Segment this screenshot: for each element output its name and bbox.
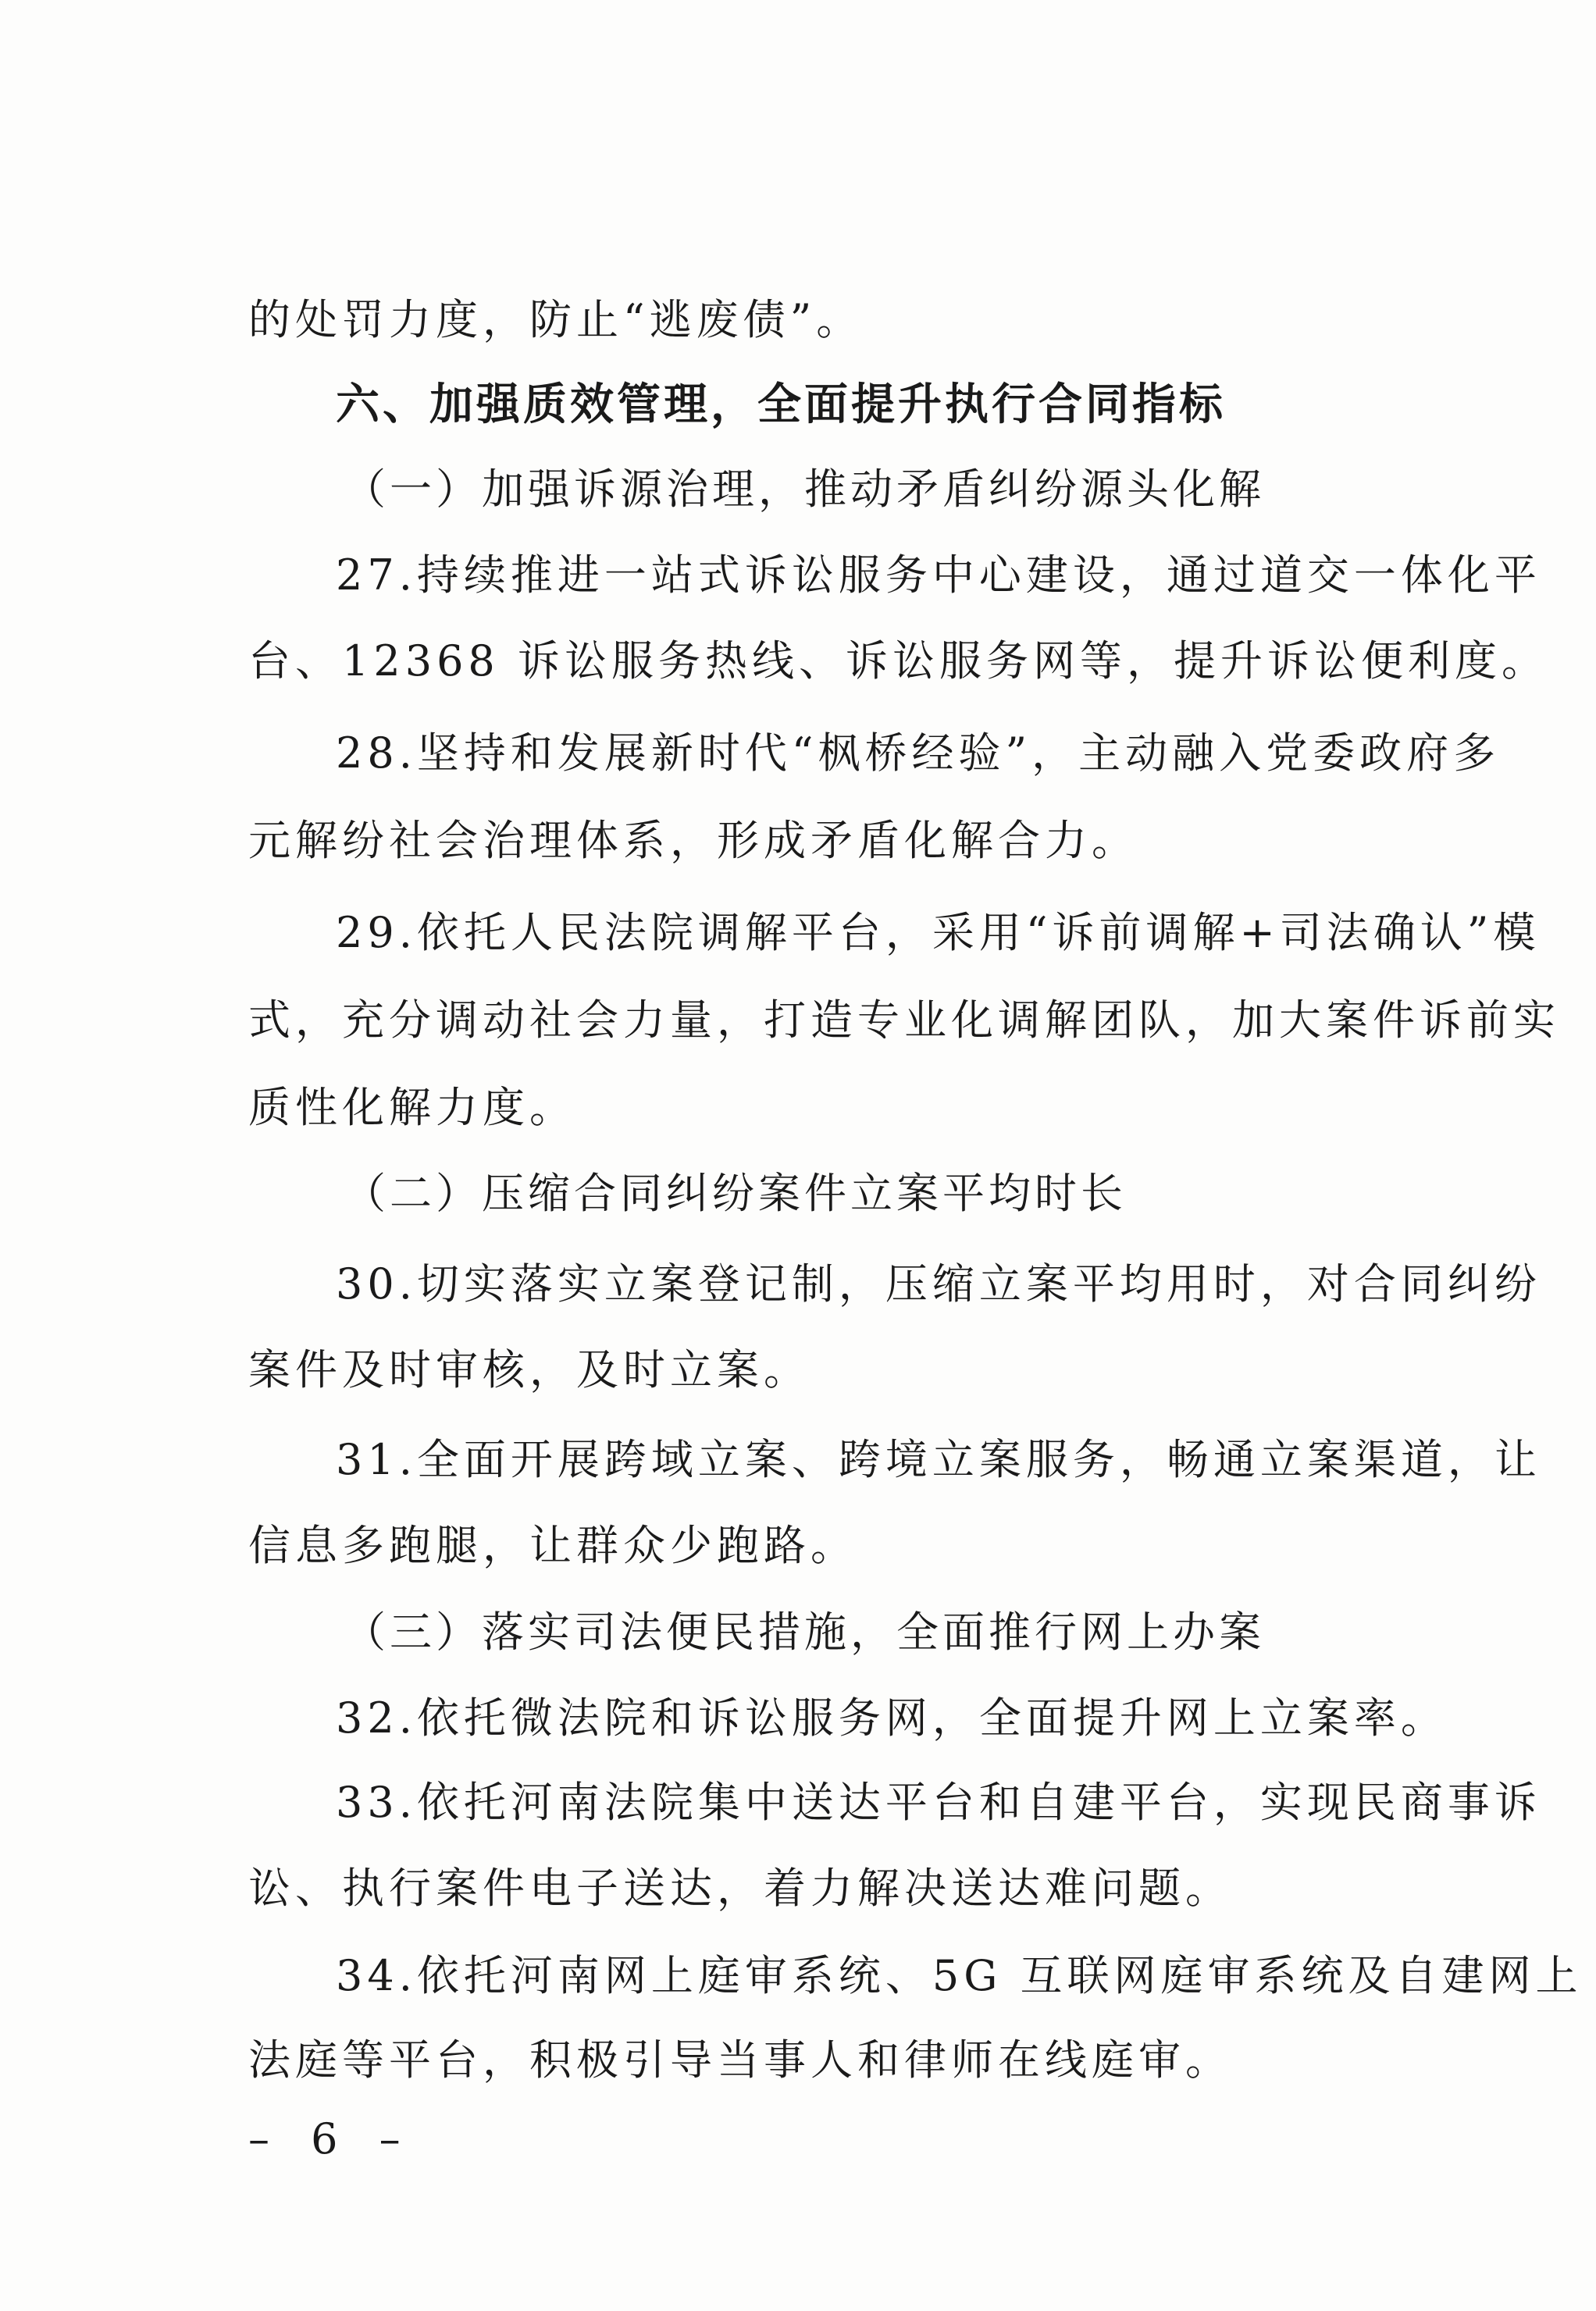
paragraph-line: 29.依托人民法院调解平台，采用“诉前调解+司法确认”模 bbox=[336, 908, 1541, 957]
paragraph-line: 34.依托河南网上庭审系统、5G 互联网庭审系统及自建网上 bbox=[336, 1951, 1583, 2000]
paragraph-line: 信息多跑腿，让群众少跑路。 bbox=[248, 1521, 857, 1570]
paragraph-line: 27.持续推进一站式诉讼服务中心建设，通过道交一体化平 bbox=[336, 550, 1541, 600]
paragraph-line: 的处罚力度，防止“逃废债”。 bbox=[248, 295, 864, 344]
paragraph-line: 讼、执行案件电子送达，着力解决送达难问题。 bbox=[248, 1864, 1232, 1913]
paragraph-line: 30.切实落实立案登记制，压缩立案平均用时，对合同纠纷 bbox=[336, 1259, 1541, 1309]
paragraph-line: 元解纷社会治理体系，形成矛盾化解合力。 bbox=[248, 816, 1138, 865]
paragraph-line: 台、12368 诉讼服务热线、诉讼服务网等，提升诉讼便利度。 bbox=[248, 636, 1548, 685]
page-number: – 6 – bbox=[248, 2114, 415, 2163]
paragraph-line: 案件及时审核，及时立案。 bbox=[248, 1345, 810, 1394]
subsection-heading: （一）加强诉源治理，推动矛盾纠纷源头化解 bbox=[344, 465, 1265, 514]
paragraph-line: 28.坚持和发展新时代“枫桥经验”，主动融入党委政府多 bbox=[336, 728, 1501, 778]
paragraph-line: 质性化解力度。 bbox=[248, 1083, 576, 1132]
paragraph-line: 式，充分调动社会力量，打造专业化调解团队，加大案件诉前实 bbox=[248, 995, 1560, 1045]
paragraph-line: 32.依托微法院和诉讼服务网，全面提升网上立案率。 bbox=[336, 1693, 1448, 1743]
paragraph-line: 31.全面开展跨域立案、跨境立案服务，畅通立案渠道，让 bbox=[336, 1435, 1541, 1484]
paragraph-line: 法庭等平台，积极引导当事人和律师在线庭审。 bbox=[248, 2035, 1232, 2085]
subsection-heading: （二）压缩合同纠纷案件立案平均时长 bbox=[344, 1169, 1127, 1218]
subsection-heading: （三）落实司法便民措施，全面推行网上办案 bbox=[344, 1608, 1265, 1657]
section-heading: 六、加强质效管理，全面提升执行合同指标 bbox=[336, 379, 1226, 430]
paragraph-line: 33.依托河南法院集中送达平台和自建平台，实现民商事诉 bbox=[336, 1778, 1541, 1827]
